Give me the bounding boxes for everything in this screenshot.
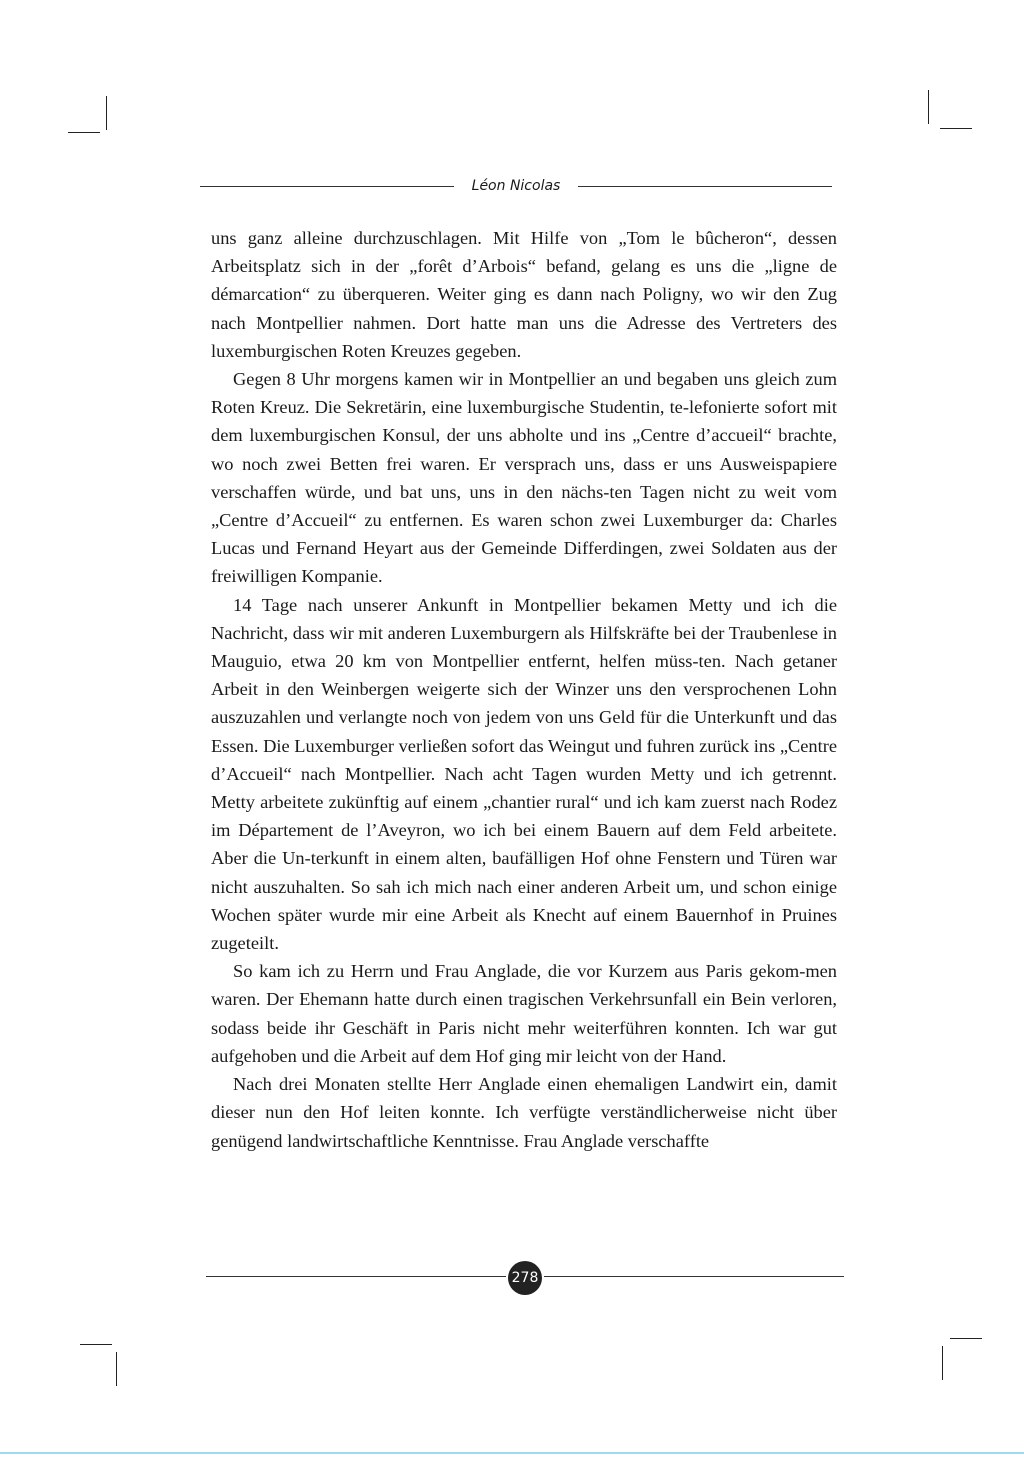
paragraph-5: Nach drei Monaten stellte Herr Anglade einen ehemaligen Landwirt ein, damit dieser nun den Hof leiten konnte. Ich verfügte verständlicherweise nicht über genügend landwirtschaftliche Kenntnisse. Frau Anglade verschaffte bbox=[211, 1074, 837, 1151]
paragraph-3: 14 Tage nach unserer Ankunft in Montpellier bekamen Metty und ich die Nachricht, dass wir mit anderen Luxemburgern als Hilfskräfte bei der Traubenlese in Mauguio, etwa 20 km von Montpellier entfernt, helfen müss-ten. Nach getaner Arbeit in den Weinbergen weigerte sich der Winzer uns den versprochenen Lohn auszuzahlen und verlangte noch von jedem von uns Geld für die Unterkunft und das Essen. Die Luxemburger verließen sofort das Weingut und fuhren zurück ins „Centre d’Accueil“ nach Montpellier. Nach acht Tagen wurden Metty und ich getrennt. Metty arbeitete zukünftig auf einem „chantier rural“ und ich kam zuerst nach Rodez im Département de l’Aveyron, wo ich bei einem Bauern auf dem Feld arbeitete. Aber die Un-terkunft in einem alten, baufälligen Hof ohne Fenstern und Türen war nicht auszuhalten. So sah ich mich nach einer anderen Arbeit um, und schon einige Wochen später wurde mir eine Arbeit als Knecht auf einem Bauernhof in Pruines zugeteilt. bbox=[211, 594, 838, 954]
paragraph-4: So kam ich zu Herrn und Frau Anglade, die vor Kurzem aus Paris gekom-men waren. Der Ehemann hatte durch einen tragischen Verkehrsunfall ein Bein verloren, sodass beide ihr Geschäft in Paris nicht mehr weiterführen konnten. Ich war gut aufgehoben und die Arbeit auf dem Hof ging mir leicht von der Hand. bbox=[211, 961, 837, 1066]
paragraph-1: uns ganz alleine durchzuschlagen. Mit Hilfe von „Tom le bûcheron“, dessen Arbeitsplatz sich in der „forêt d’Arbois“ befand, gelang es uns die „ligne de démarcation“ zu überqueren. Weiter ging es dann nach Poligny, wo wir den Zug nach Montpellier nahmen. Dort hatte man uns die Adresse des Vertreters des luxemburgischen Roten Kreuzes gegeben. bbox=[211, 228, 837, 361]
running-head-author: Léon Nicolas bbox=[471, 178, 561, 194]
crop-mark-top-left-h bbox=[68, 132, 100, 133]
crop-mark-top-right-h bbox=[940, 128, 972, 129]
page-number-badge: 278 bbox=[508, 1261, 542, 1295]
crop-mark-bottom-left-h bbox=[80, 1344, 112, 1345]
header-rule-right bbox=[578, 186, 832, 187]
page-footer bbox=[206, 1261, 844, 1295]
crop-mark-bottom-left-v bbox=[116, 1352, 117, 1386]
scan-edge-line bbox=[0, 1452, 1024, 1454]
crop-mark-bottom-right-h bbox=[950, 1338, 982, 1339]
crop-mark-top-right-v bbox=[928, 90, 929, 124]
body-text bbox=[211, 224, 837, 1155]
paragraph-2: Gegen 8 Uhr morgens kamen wir in Montpellier an und begaben uns gleich zum Roten Kreuz. Die Sekretärin, eine luxemburgische Studentin, te-lefonierte sofort mit dem luxemburgischen Konsul, der uns abholte und ins „Centre d’accueil“ brachte, wo noch zwei Betten frei waren. Er versprach uns, dass er uns Ausweispapiere verschaffen würde, und bat uns, uns in den nächs-ten Tagen nicht zu weit vom „Centre d’Accueil“ zu entfernen. Es waren schon zwei Luxemburger da: Charles Lucas und Fernand Heyart aus der Gemeinde Differdingen, zwei Soldaten aus der freiwilligen Kompanie. bbox=[211, 369, 837, 587]
footer-rule-left bbox=[206, 1276, 506, 1277]
footer-rule-right bbox=[544, 1276, 844, 1277]
header-rule-left bbox=[200, 186, 454, 187]
crop-mark-bottom-right-v bbox=[942, 1346, 943, 1380]
crop-mark-top-left-v bbox=[106, 96, 107, 130]
running-header bbox=[200, 175, 832, 197]
